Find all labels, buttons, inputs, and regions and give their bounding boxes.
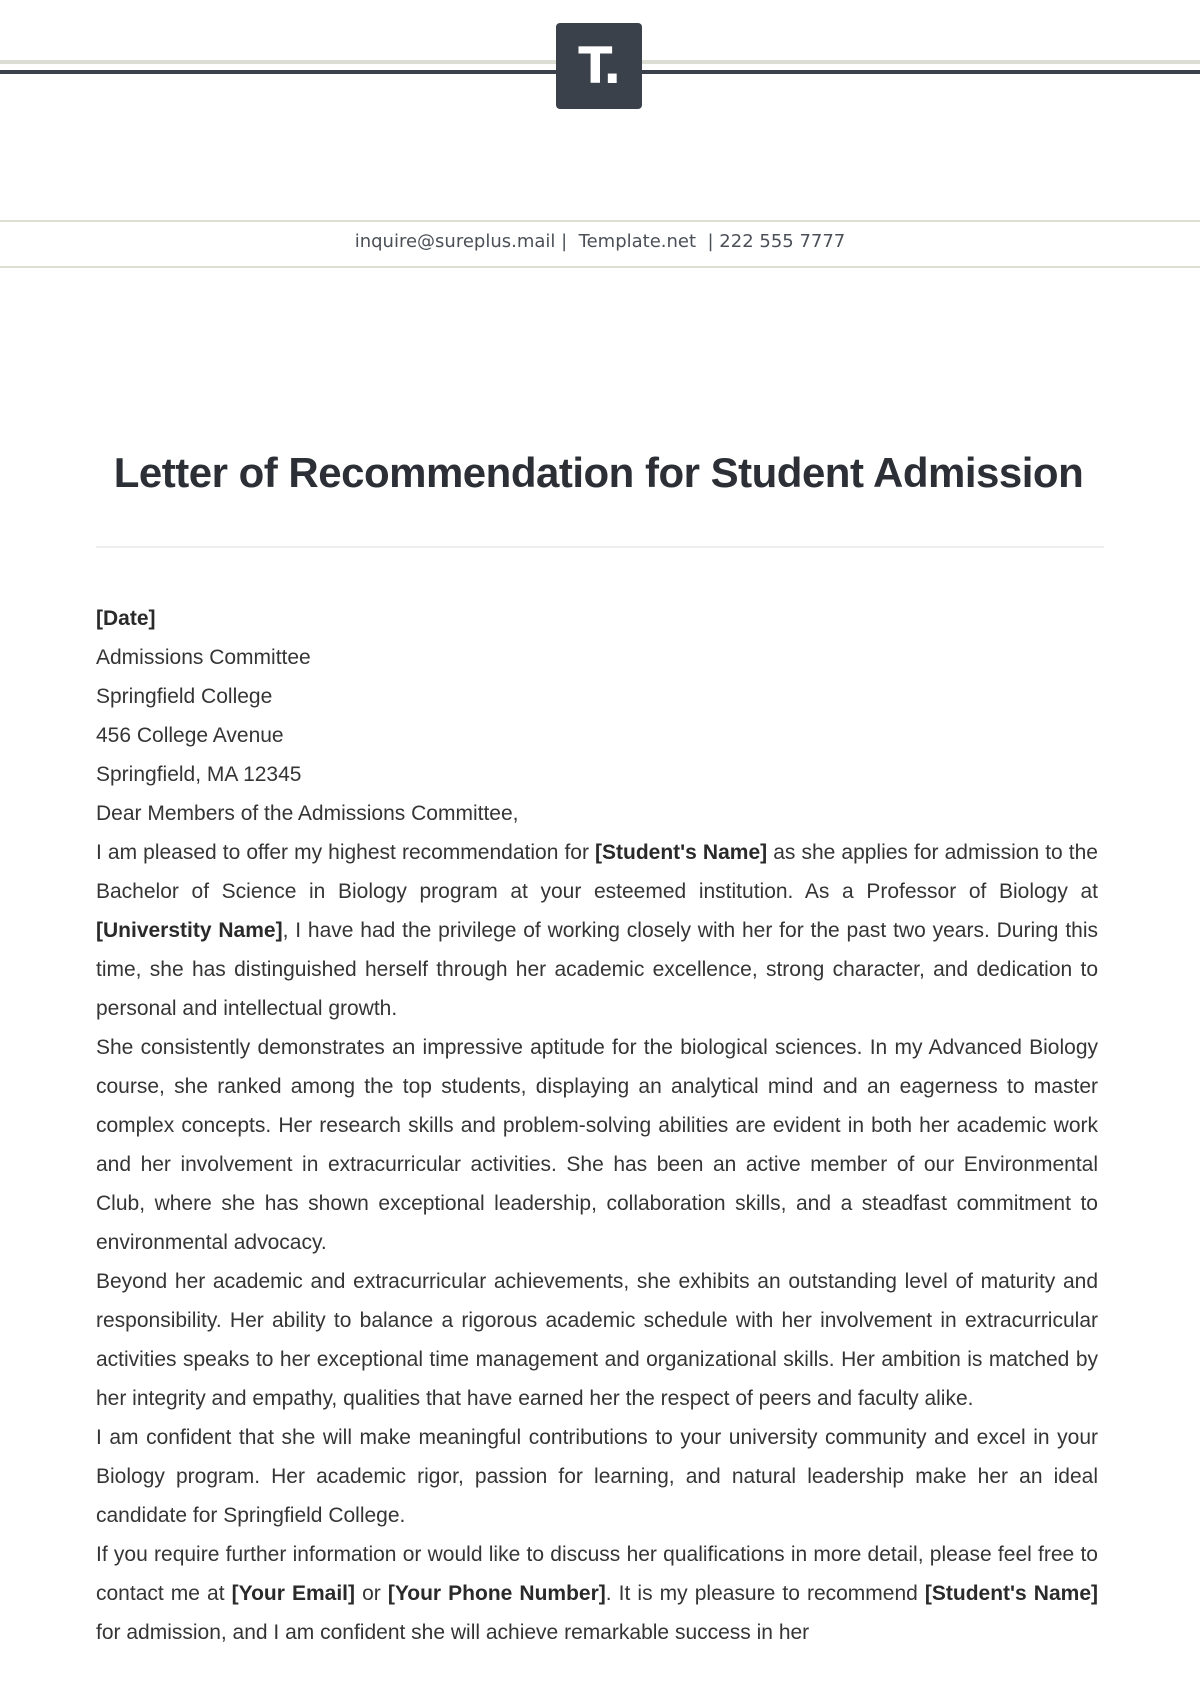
title-divider [96,546,1104,548]
salutation: Dear Members of the Admissions Committee, [96,802,519,825]
p5-text-c: . It is my pleasure to recommend [605,1582,925,1605]
contact-info [0,230,1200,254]
letter-date: [Date] [96,607,156,630]
contact-rule-top [0,220,1200,222]
paragraph-academics: She consistently demonstrates an impressive aptitude for the biological sciences. In my Advanced Biology course, she ranked among the top students, displaying an analytical mind and an eagerness to master complex concepts. Her research skills and problem-solving abilities are evident in both her academic work and her involvement in extracurricular activities. She has been an active member of our Environmental Club, where she has shown exceptional leadership, collaboration skills, and a steadfast commitment to environmental advocacy. [96,1036,1098,1254]
contact-phone: 222 555 7777 [719,231,846,252]
contact-website: Template.net [578,231,697,252]
recipient-city: Springfield, MA 12345 [96,763,302,786]
paragraph-introduction [96,833,1098,1028]
company-logo: T. [556,23,642,109]
document-title: Letter of Recommendation for Student Admission [113,449,1084,496]
contact-rule-bottom [0,266,1200,268]
recipient-college: Springfield College [96,685,273,708]
contact-separator: | [555,231,579,252]
contact-separator: | [696,231,720,252]
recipient-street: 456 College Avenue [96,724,284,747]
university-name-placeholder: [Universtity Name] [96,919,283,942]
p1-text-c: , I have had the privilege of working closely with her for the past two years. During this time, she has distinguished herself through her academic excellence, strong character, and dedication to personal and intellectual growth. [96,919,1098,1020]
p1-text-b: as she applies for admission to the Bachelor of Science in Biology program at your esteemed institution. As a Professor of Biology at [96,841,1098,903]
student-name-placeholder: [Student's Name] [924,1582,1098,1605]
contact-email: inquire@sureplus.mail [354,231,556,252]
p5-text-a: If you require further information or would like to discuss her qualifications in more detail, please feel free to contact me at [96,1543,1098,1605]
recipient-committee: Admissions Committee [96,646,311,669]
your-phone-placeholder: [Your Phone Number] [387,1582,606,1605]
student-name-placeholder: [Student's Name] [595,841,768,864]
p5-text-b: or [355,1582,388,1605]
paragraph-contact [96,1535,1098,1652]
your-email-placeholder: [Your Email] [231,1582,355,1605]
p5-text-d: for admission, and I am confident she will achieve remarkable success in her [96,1621,810,1644]
p1-text-a: I am pleased to offer my highest recommendation for [96,841,596,864]
paragraph-character: Beyond her academic and extracurricular achievements, she exhibits an outstanding level of maturity and responsibility. Her ability to balance a rigorous academic schedule with her involvement in extracurricular activities speaks to her exceptional time management and organizational skills. Her ambition is matched by her integrity and empathy, qualities that have earned her the respect of peers and faculty alike. [96,1270,1098,1410]
letter-body [96,599,1098,1652]
paragraph-confidence: I am confident that she will make meaningful contributions to your university community and excel in your Biology program. Her academic rigor, passion for learning, and natural leadership make her an ideal candidate for Springfield College. [96,1426,1098,1527]
